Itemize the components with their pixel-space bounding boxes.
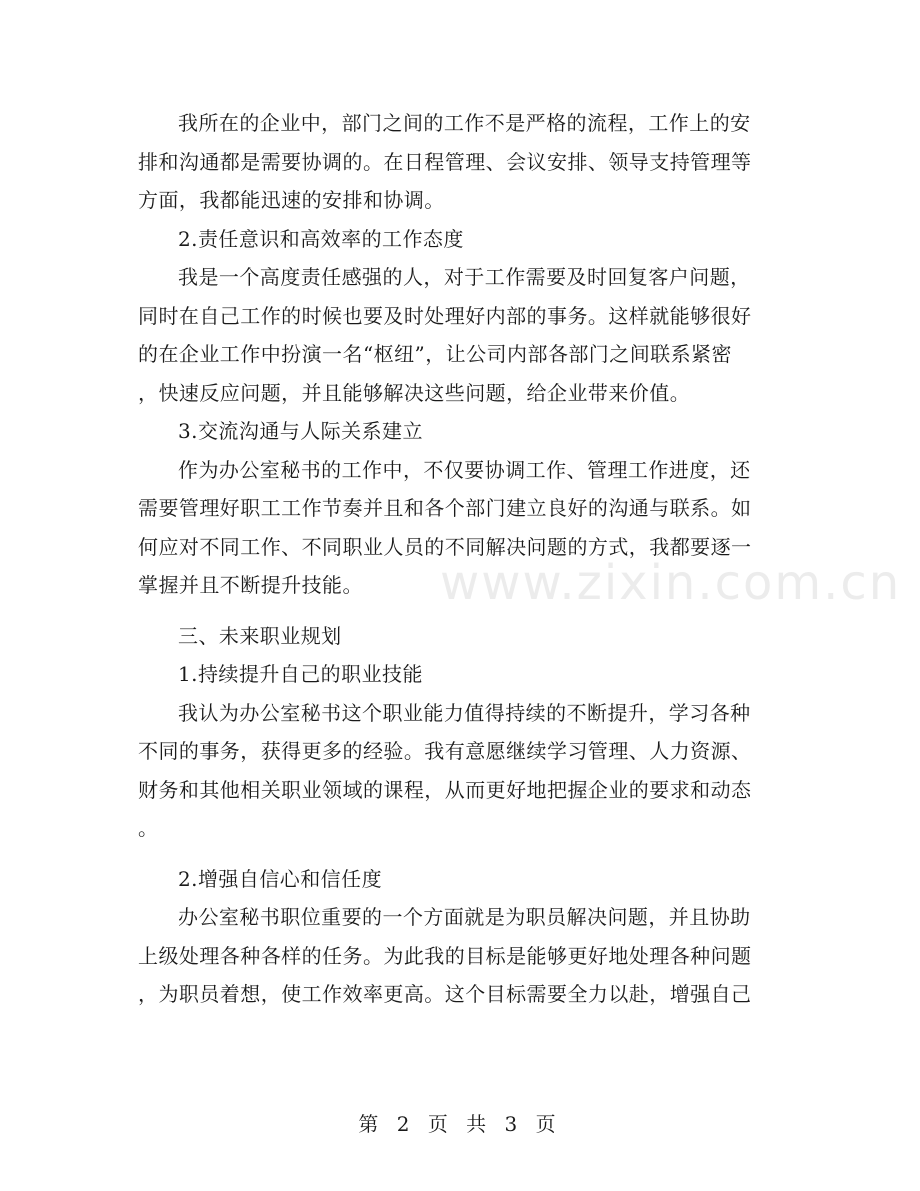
paragraph-responsibility: 我是一个高度责任感强的人，对于工作需要及时回复客户问题， 同时在自己工作的时候也要及时处理好内部的事务。这样就能够很好 的在企业工作中扮演一名“枢纽”，让公司内部各部门之间联系紧密 ，快速反应问题，并且能够解决这些问题，给企业带来价值。 [138,265,752,405]
paragraph-confidence: 办公室秘书职位重要的一个方面就是为职员解决问题，并且协助 上级处理各种各样的任务。为此我的目标是能够更好地处理各种问题 ，为职员着想，使工作效率更高。这个目标需要全力以赴，增强自己 [138,905,752,1006]
heading-career-plan: 三、未来职业规划 [178,623,342,648]
heading-communication: 3.交流沟通与人际关系建立 [178,419,423,443]
heading-improve-skills: 1.持续提升自己的职业技能 [178,662,423,686]
watermark: www.zixin.com.cn [440,555,902,611]
paragraph-communication: 作为办公室秘书的工作中，不仅要协调工作、管理工作进度，还 需要管理好职工工作节奏并且和各个部门建立良好的沟通与联系。如 何应对不同工作、不同职业人员的不同解决问题的方式，我都要逐一 掌握并且不断提升技能。 [138,457,752,597]
paragraph-coordination: 我所在的企业中，部门之间的工作不是严格的流程，工作上的安 排和沟通都是需要协调的。在日程管理、会议安排、领导支持管理等 方面，我都能迅速的安排和协调。 [138,111,752,212]
heading-responsibility: 2.责任意识和高效率的工作态度 [178,226,464,251]
heading-confidence: 2.增强自信心和信任度 [178,866,383,891]
page-number-footer: 第 2 页 共 3 页 [358,1112,562,1136]
paragraph-improve-skills: 我认为办公室秘书这个职业能力值得持续的不断提升，学习各种 不同的事务，获得更多的经验。我有意愿继续学习管理、人力资源、 财务和其他相关职业领域的课程，从而更好地把握企业的要求和动态 。 [138,700,752,840]
